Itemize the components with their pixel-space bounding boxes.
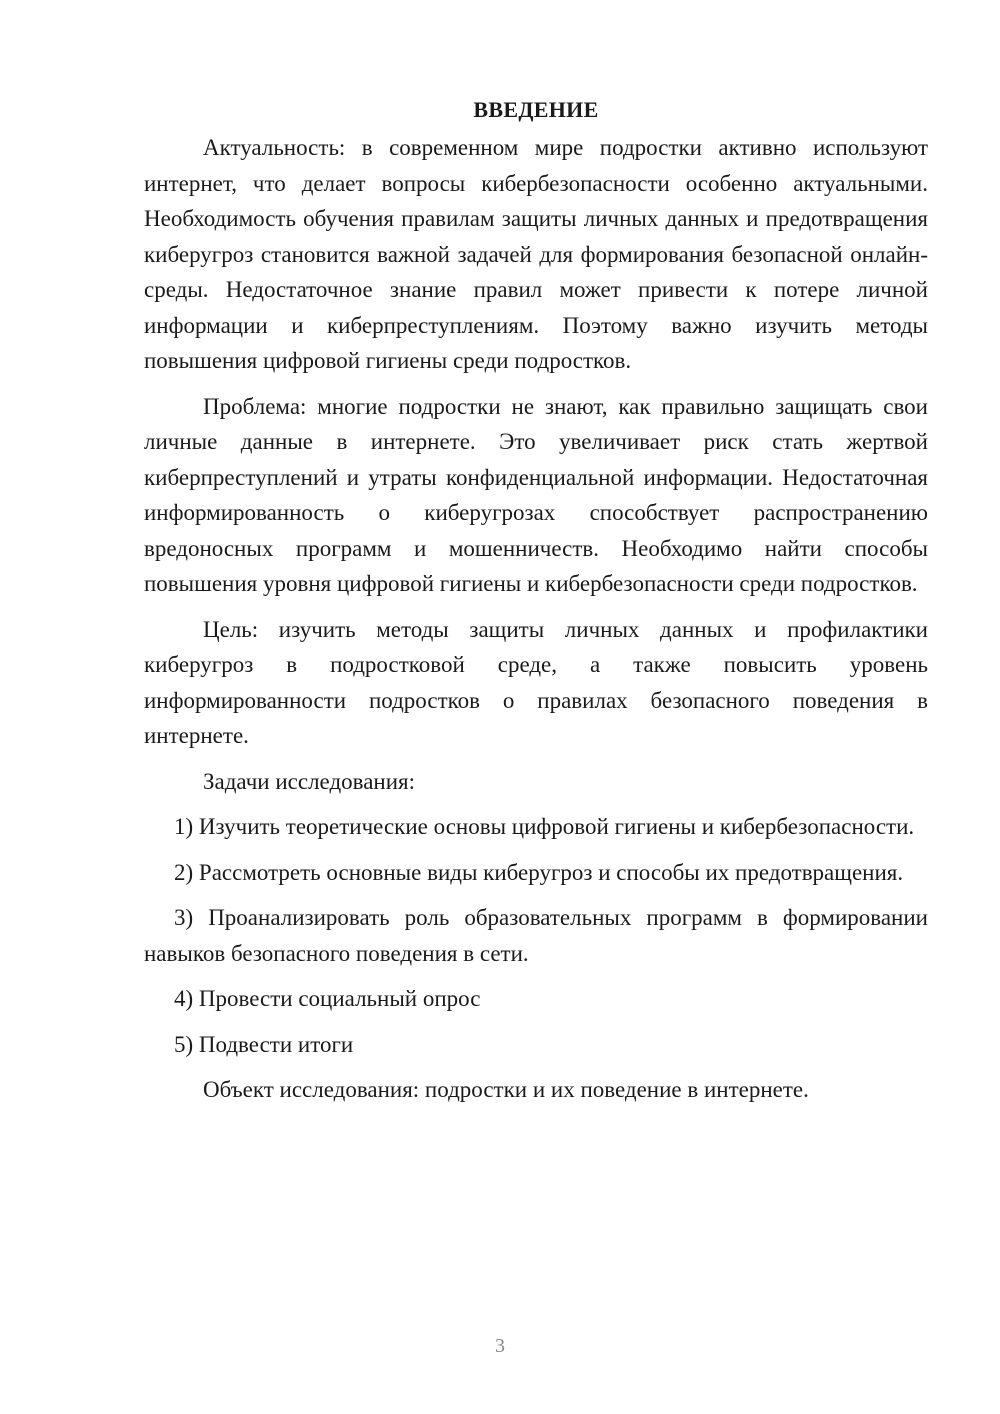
page-content: [144, 92, 928, 1118]
problem-paragraph: Проблема: многие подростки не знают, как правильно защищать свои личные данные в интернете. Это увеличивает риск стать жертвой киберпреступлений и утраты конфиденциальной информации. Недостаточная информированность о киберугрозах способствует распространению вредоносных программ и мошенничеств. Необходимо найти способы повышения уровня цифровой гигиены и кибербезопасности среди подростков.: [144, 393, 928, 596]
task-item-1: 1) Изучить теоретические основы цифровой гигиены и кибербезопасности.: [174, 814, 915, 839]
task-item-4: 4) Провести социальный опрос: [174, 986, 481, 1011]
goal-paragraph: Цель: изучить методы защиты личных данных и профилактики киберугроз в подростковой среде, а также повысить уровень информированности подростков о правилах безопасного поведения в интернете.: [144, 616, 928, 748]
object-paragraph: Объект исследования: подростки и их поведение в интернете.: [203, 1077, 809, 1102]
task-item-3: 3) Проанализировать роль образовательных программ в формировании навыков безопасного поведения в сети.: [144, 905, 928, 966]
task-item-5: 5) Подвести итоги: [174, 1031, 354, 1057]
section-heading: ВВЕДЕНИЕ: [473, 97, 599, 122]
page-number: 3: [495, 1335, 505, 1357]
tasks-title: Задачи исследования:: [203, 768, 416, 794]
task-item-2: 2) Рассмотреть основные виды киберугроз и способы их предотвращения.: [174, 859, 904, 885]
relevance-paragraph: Актуальность: в современном мире подростки активно используют интернет, что делает вопросы кибербезопасности особенно актуальными. Необходимость обучения правилам защиты личных данных и предотвращения киберугроз становится важной задачей для формирования безопасной онлайн-среды. Недостаточное знание правил может привести к потере личной информации и киберпреступлениям. Поэтому важно изучить методы повышения цифровой гигиены среди подростков.: [144, 135, 928, 373]
